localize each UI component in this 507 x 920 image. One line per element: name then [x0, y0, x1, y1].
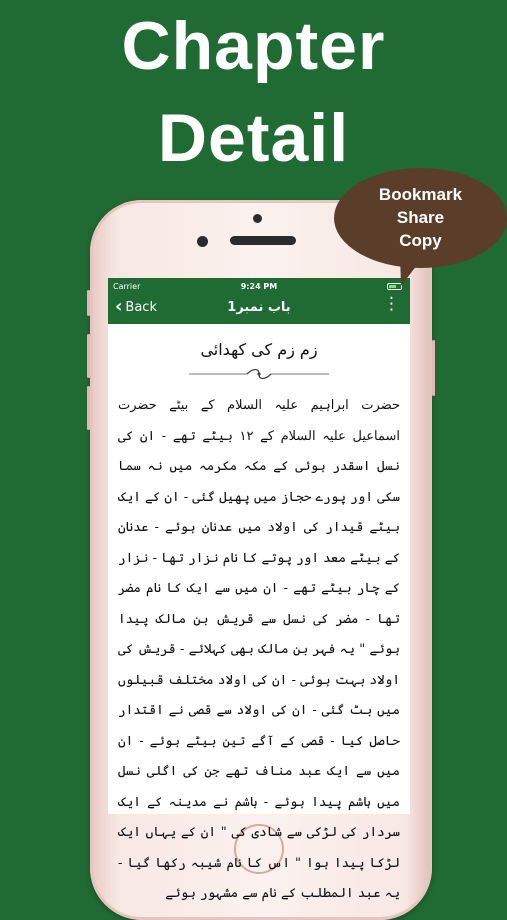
promo-headline-line2: Detail: [157, 100, 350, 176]
callout-item-copy: Copy: [399, 231, 442, 250]
chapter-content: [108, 324, 410, 910]
navigation-bar: [108, 278, 410, 324]
back-button-label: Back: [125, 299, 157, 315]
callout-item-bookmark: Bookmark: [378, 185, 463, 204]
chevron-left-icon: ‹: [115, 296, 123, 317]
status-bar: [108, 280, 410, 294]
chapter-title: زم زم کی کھدائی: [200, 340, 318, 359]
title-ornament-icon: [189, 367, 329, 381]
front-sensor: [253, 214, 262, 223]
phone-side-button: [87, 290, 90, 316]
nav-title: باب نمبر1: [227, 300, 291, 315]
status-time: 9:24 PM: [240, 282, 278, 291]
phone-side-button: [432, 340, 435, 396]
actions-callout: [334, 168, 507, 268]
front-camera: [197, 236, 208, 247]
phone-side-button: [87, 386, 90, 430]
phone-side-button: [87, 334, 90, 378]
carrier-label: Carrier: [113, 282, 141, 291]
phone-screen: [108, 278, 410, 901]
more-vertical-icon[interactable]: ⋮: [383, 294, 400, 314]
promo-headline-line1: Chapter: [121, 8, 386, 84]
callout-item-share: Share: [396, 208, 445, 227]
chapter-body: حضرت ابراہیم علیہ السلام کے بیٹے حضرت اسماعیل علیہ السلام کے ۱۲ بیٹے تھے - ان کی نسل اسقدر ہوئی کے مکہ مکرمہ میں نہ سما سکی اور پورے حجاز میں پھیل گئی - ان کے ایک بیٹے قیدار کی اولاد میں عدنان ہوئے - عدنان کے بیٹے معد اور پوتے کا نام نزار تھا - نزار کے چار بیٹے تھے - ان میں سے ایک کا نام مضر تھا - مضر کی نسل سے قریش بن مالک پیدا ہوئے " یہ فہر بن مالک بھی کہلائے - قریش کی اولاد بہت ہوئی - ان کی اولاد مختلف قبیلوں میں بٹ گئی - ان کی اولاد سے قصی نے اقتدار حاصل کیا - قصی کے آگے تین بیٹے ہوئے - ان میں سے ایک عبد مناف تھے جن کی اگلی نسل میں ہاشم پیدا ہوئے - ہاشم نے مدینہ کے ایک سردار کی لڑکی سے شادی کی " ان کے یہاں ایک لڑکا پیدا ہوا " اس کا نام شیبہ رکھا گیا - یہ عبد المطلب کے نام سے مشہور ہوئے: [118, 398, 401, 901]
earpiece-speaker: [230, 236, 296, 245]
